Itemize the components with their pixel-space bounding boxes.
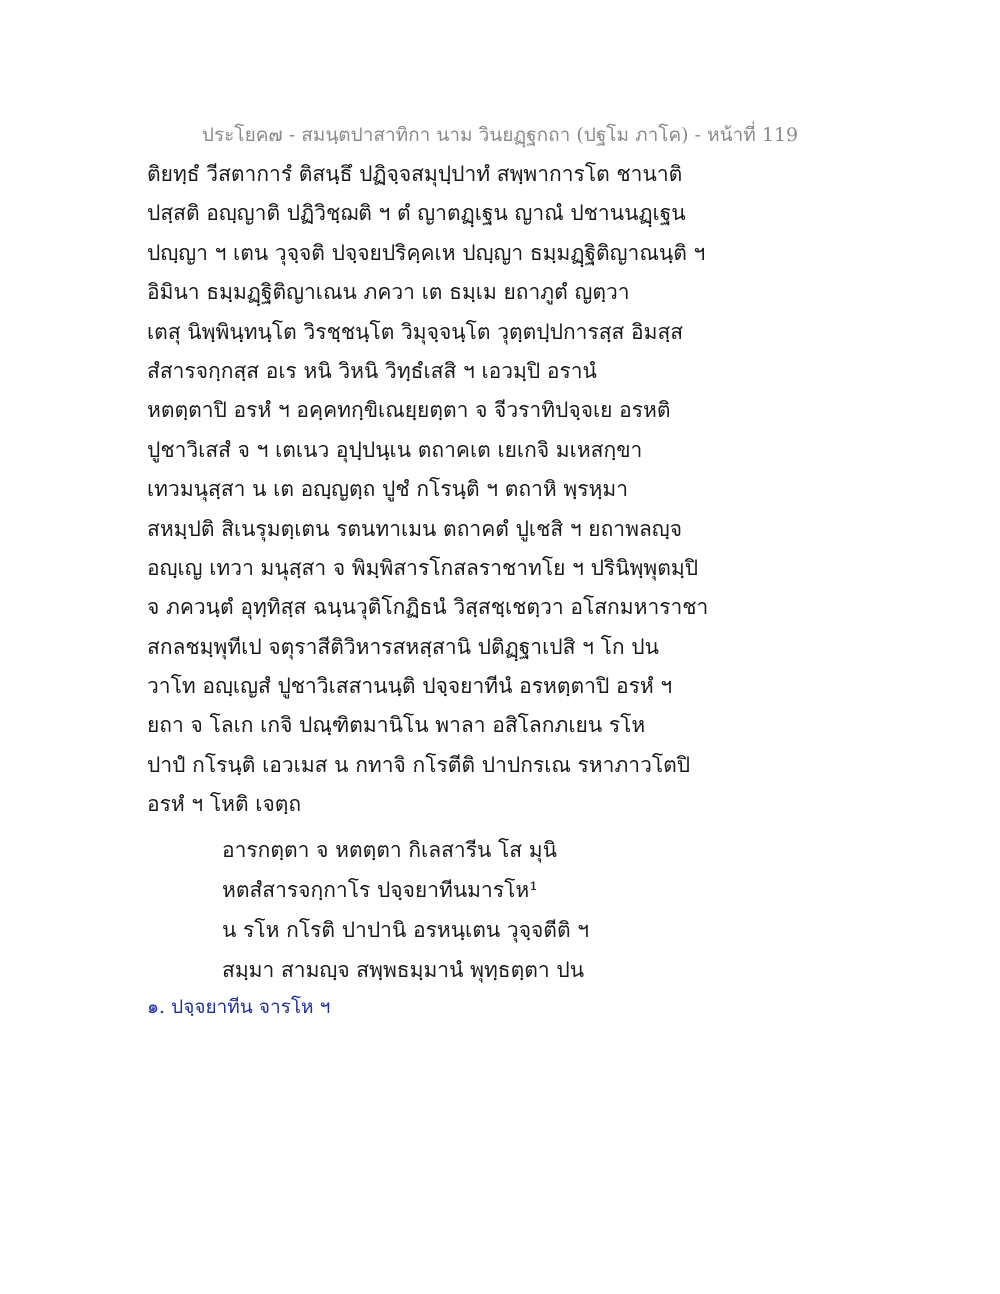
body-line: ปาปํ กโรนฺติ เอวเมส น กทาจิ กโรตีติ ปาปกรเณ รหาภาวโตปิ xyxy=(147,752,691,777)
verse-line: สมฺมา สามญฺจ สพฺพธมฺมานํ พุทฺธตฺตา ปน xyxy=(222,958,585,982)
body-line: อรหํ ฯ โหติ เจตฺถ xyxy=(147,792,302,817)
body-line: อญฺเญ เทวา มนุสฺสา จ พิมฺพิสารโกสลราชาทโย ฯ ปรินิพฺพุตมฺปิ xyxy=(147,555,699,580)
body-line: อิมินา ธมฺมฏฺฐิติญาเณน ภควา เต ธมฺเม ยถาภูตํ ญตฺวา xyxy=(147,280,630,305)
body-line: สหมฺปติ สิเนรุมตฺเตน รตนทาเมน ตถาคตํ ปูเชสิ ฯ ยถาพลญฺจ xyxy=(147,516,683,541)
body-line: เตสุ นิพฺพินฺทนฺโต วิรชฺชนฺโต วิมุจฺจนฺโต วุตฺตปฺปการสฺส อิมสฺส xyxy=(147,319,684,344)
body-line: เทวมนุสฺสา น เต อญฺญตฺถ ปูชํ กโรนฺติ ฯ ตถาหิ พฺรหฺมา xyxy=(147,477,628,502)
body-line: วาโท อญฺเญสํ ปูชาวิเสสานนฺติ ปจฺจยาทีนํ อรหตฺตาปิ อรหํ ฯ xyxy=(147,674,673,699)
footnote: ๑. ปจฺจยาทีน จารโห ฯ xyxy=(147,996,331,1018)
verse-line: น รโห กโรติ ปาปานิ อรหนฺเตน วุจฺจตีติ ฯ xyxy=(222,918,590,942)
verse-line: หตสํสารจกฺกาโร ปจฺจยาทีนมารโห¹ xyxy=(222,878,538,902)
body-line: สํสารจกฺกสฺส อเร หนิ วิหนิ วิทฺธํเสสิ ฯ เอวมฺปิ อรานํ xyxy=(147,358,597,383)
body-line: ปสฺสติ อญฺญาติ ปฏิวิชฺฌติ ฯ ตํ ญาตฏฺเฐน ญาณํ ปชานนฏฺเฐน xyxy=(147,201,686,226)
verse-block xyxy=(222,836,702,996)
body-line: จ ภควนฺตํ อุทฺทิสฺส ฉนฺนวุติโกฏิธนํ วิสฺสชฺเชตฺวา อโสกมหาราชา xyxy=(147,595,709,620)
body-line: ปญฺญา ฯ เตน วุจฺจติ ปจฺจยปริคฺคเห ปญฺญา ธมฺมฏฺฐิติญาณนฺติ ฯ xyxy=(147,240,706,265)
body-line: สกลชมฺพุทีเป จตุราสีติวิหารสหสฺสานิ ปติฏฺฐาเปสิ ฯ โก ปน xyxy=(147,634,659,659)
body-line: ปูชาวิเสสํ จ ฯ เตเนว อุปฺปนฺเน ตถาคเต เยเกจิ มเหสกฺขา xyxy=(147,437,643,462)
verse-line: อารกตฺตา จ หตตฺตา กิเลสารีน โส มุนิ xyxy=(222,838,557,862)
body-text xyxy=(147,160,707,830)
body-line: ยถา จ โลเก เกจิ ปณฺฑิตมานิโน พาลา อสิโลกภเยน รโห xyxy=(147,713,646,738)
body-line: หตตฺตาปิ อรหํ ฯ อคฺคทกฺขิเณยฺยตฺตา จ จีวราทิปจฺจเย อรหติ xyxy=(147,398,671,423)
page-header: ประโยค๗ - สมนฺตปาสาทิกา นาม วินยฏฺฐกถา (ปฐโม ภาโค) - หน้าที่ 119 xyxy=(201,124,799,146)
body-line: ติยทฺธํ วีสตาการํ ติสนฺธึ ปฏิจฺจสมุปฺปาทํ สพฺพาการโต ชานาติ xyxy=(147,162,683,186)
